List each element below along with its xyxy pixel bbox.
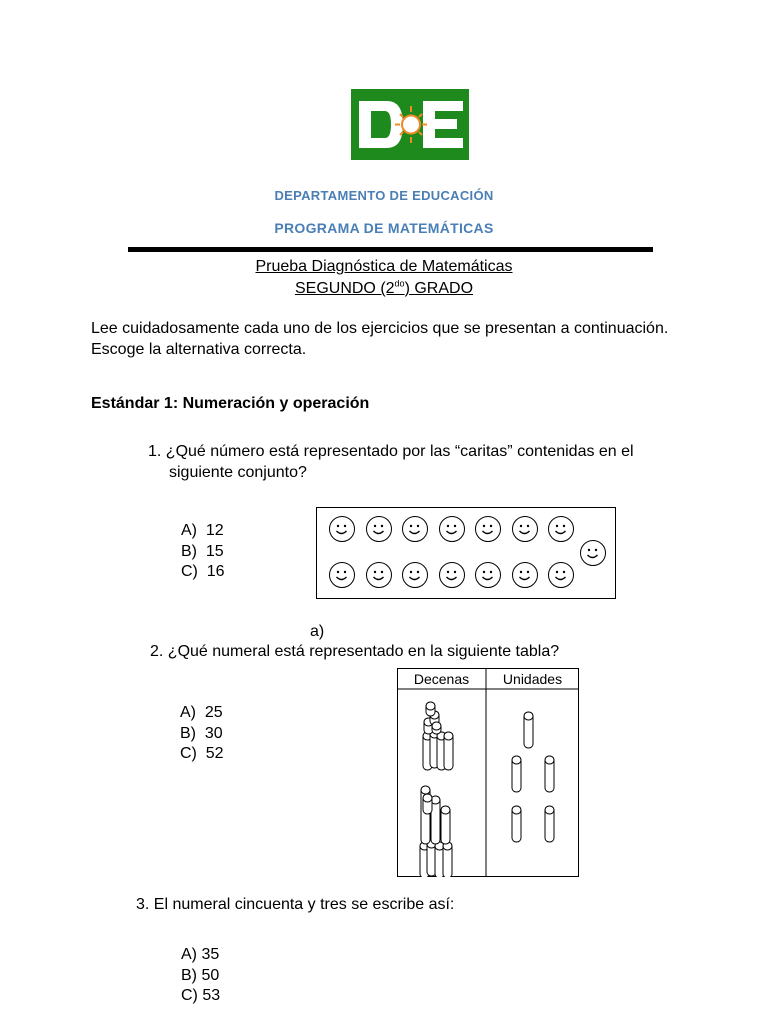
rod-top	[512, 756, 521, 764]
option-a[interactable]: A) 25	[180, 704, 223, 721]
option-c[interactable]: C) 52	[180, 745, 224, 762]
rod-top	[444, 732, 453, 740]
option-c[interactable]: C) 16	[181, 563, 225, 580]
rod-top	[545, 806, 554, 814]
question-3-options	[181, 945, 220, 1007]
rod-top	[545, 756, 554, 764]
logo	[351, 89, 469, 160]
smiley-face-icon	[512, 562, 538, 588]
option-a[interactable]: A) 35	[181, 946, 220, 963]
standard-heading: Estándar 1: Numeración y operación	[91, 395, 370, 412]
smiley-face-icon	[439, 562, 465, 588]
option-b[interactable]: B) 30	[180, 724, 223, 742]
faces-set	[316, 507, 616, 599]
instructions: Lee cuidadosamente cada uno de los ejercicios que se presentan a continuación. Escoge la alternativa correcta.	[91, 320, 669, 358]
option-c[interactable]: C) 53	[181, 987, 221, 1004]
smiley-face-icon	[402, 562, 428, 588]
question-1-options	[181, 521, 225, 583]
smiley-face-icon	[580, 540, 606, 566]
rod-top	[423, 794, 432, 802]
question-2: 2. ¿Qué numeral está representado en la siguiente tabla?	[150, 643, 560, 660]
question-2-options	[180, 703, 224, 765]
smiley-face-icon	[329, 516, 355, 542]
place-value-table	[397, 668, 579, 877]
rod-top	[524, 712, 533, 720]
rod-top	[421, 786, 430, 794]
column-header-tens: Decenas	[413, 671, 470, 687]
department-heading: DEPARTAMENTO DE EDUCACIÓN	[274, 188, 494, 203]
rod-top	[426, 702, 435, 710]
smiley-face-icon	[548, 562, 574, 588]
smiley-face-icon	[329, 562, 355, 588]
question-1: 1. ¿Qué número está representado por las “caritas” contenidas en el siguiente conjunto?	[148, 443, 634, 481]
rod-top	[441, 806, 450, 814]
grade-title: SEGUNDO $(2^{do})$ GRADO	[294, 279, 474, 298]
rod-top	[512, 806, 521, 814]
column-header-ones: Unidades	[502, 671, 563, 687]
smiley-face-icon	[475, 516, 501, 542]
smiley-face-icon	[439, 516, 465, 542]
stray-label: a)	[310, 623, 325, 640]
rod-top	[432, 722, 441, 730]
smiley-face-icon	[402, 516, 428, 542]
smiley-face-icon	[548, 516, 574, 542]
department-logo-icon	[351, 89, 469, 160]
smiley-face-icon	[475, 562, 501, 588]
header-divider	[128, 247, 653, 252]
option-a[interactable]: A) 12	[181, 522, 224, 539]
test-title: Prueba Diagnóstica de Matemáticas	[255, 258, 513, 275]
question-3: 3. El numeral cincuenta y tres se escribe así:	[136, 896, 455, 913]
smiley-face-icon	[512, 516, 538, 542]
place-value-blocks	[397, 668, 579, 877]
smiley-face-icon	[366, 562, 392, 588]
option-b[interactable]: B) 15	[181, 542, 224, 560]
option-b[interactable]: B) 50	[181, 966, 220, 984]
program-heading: PROGRAMA DE MATEMÁTICAS	[274, 220, 494, 236]
smiley-face-icon	[366, 516, 392, 542]
